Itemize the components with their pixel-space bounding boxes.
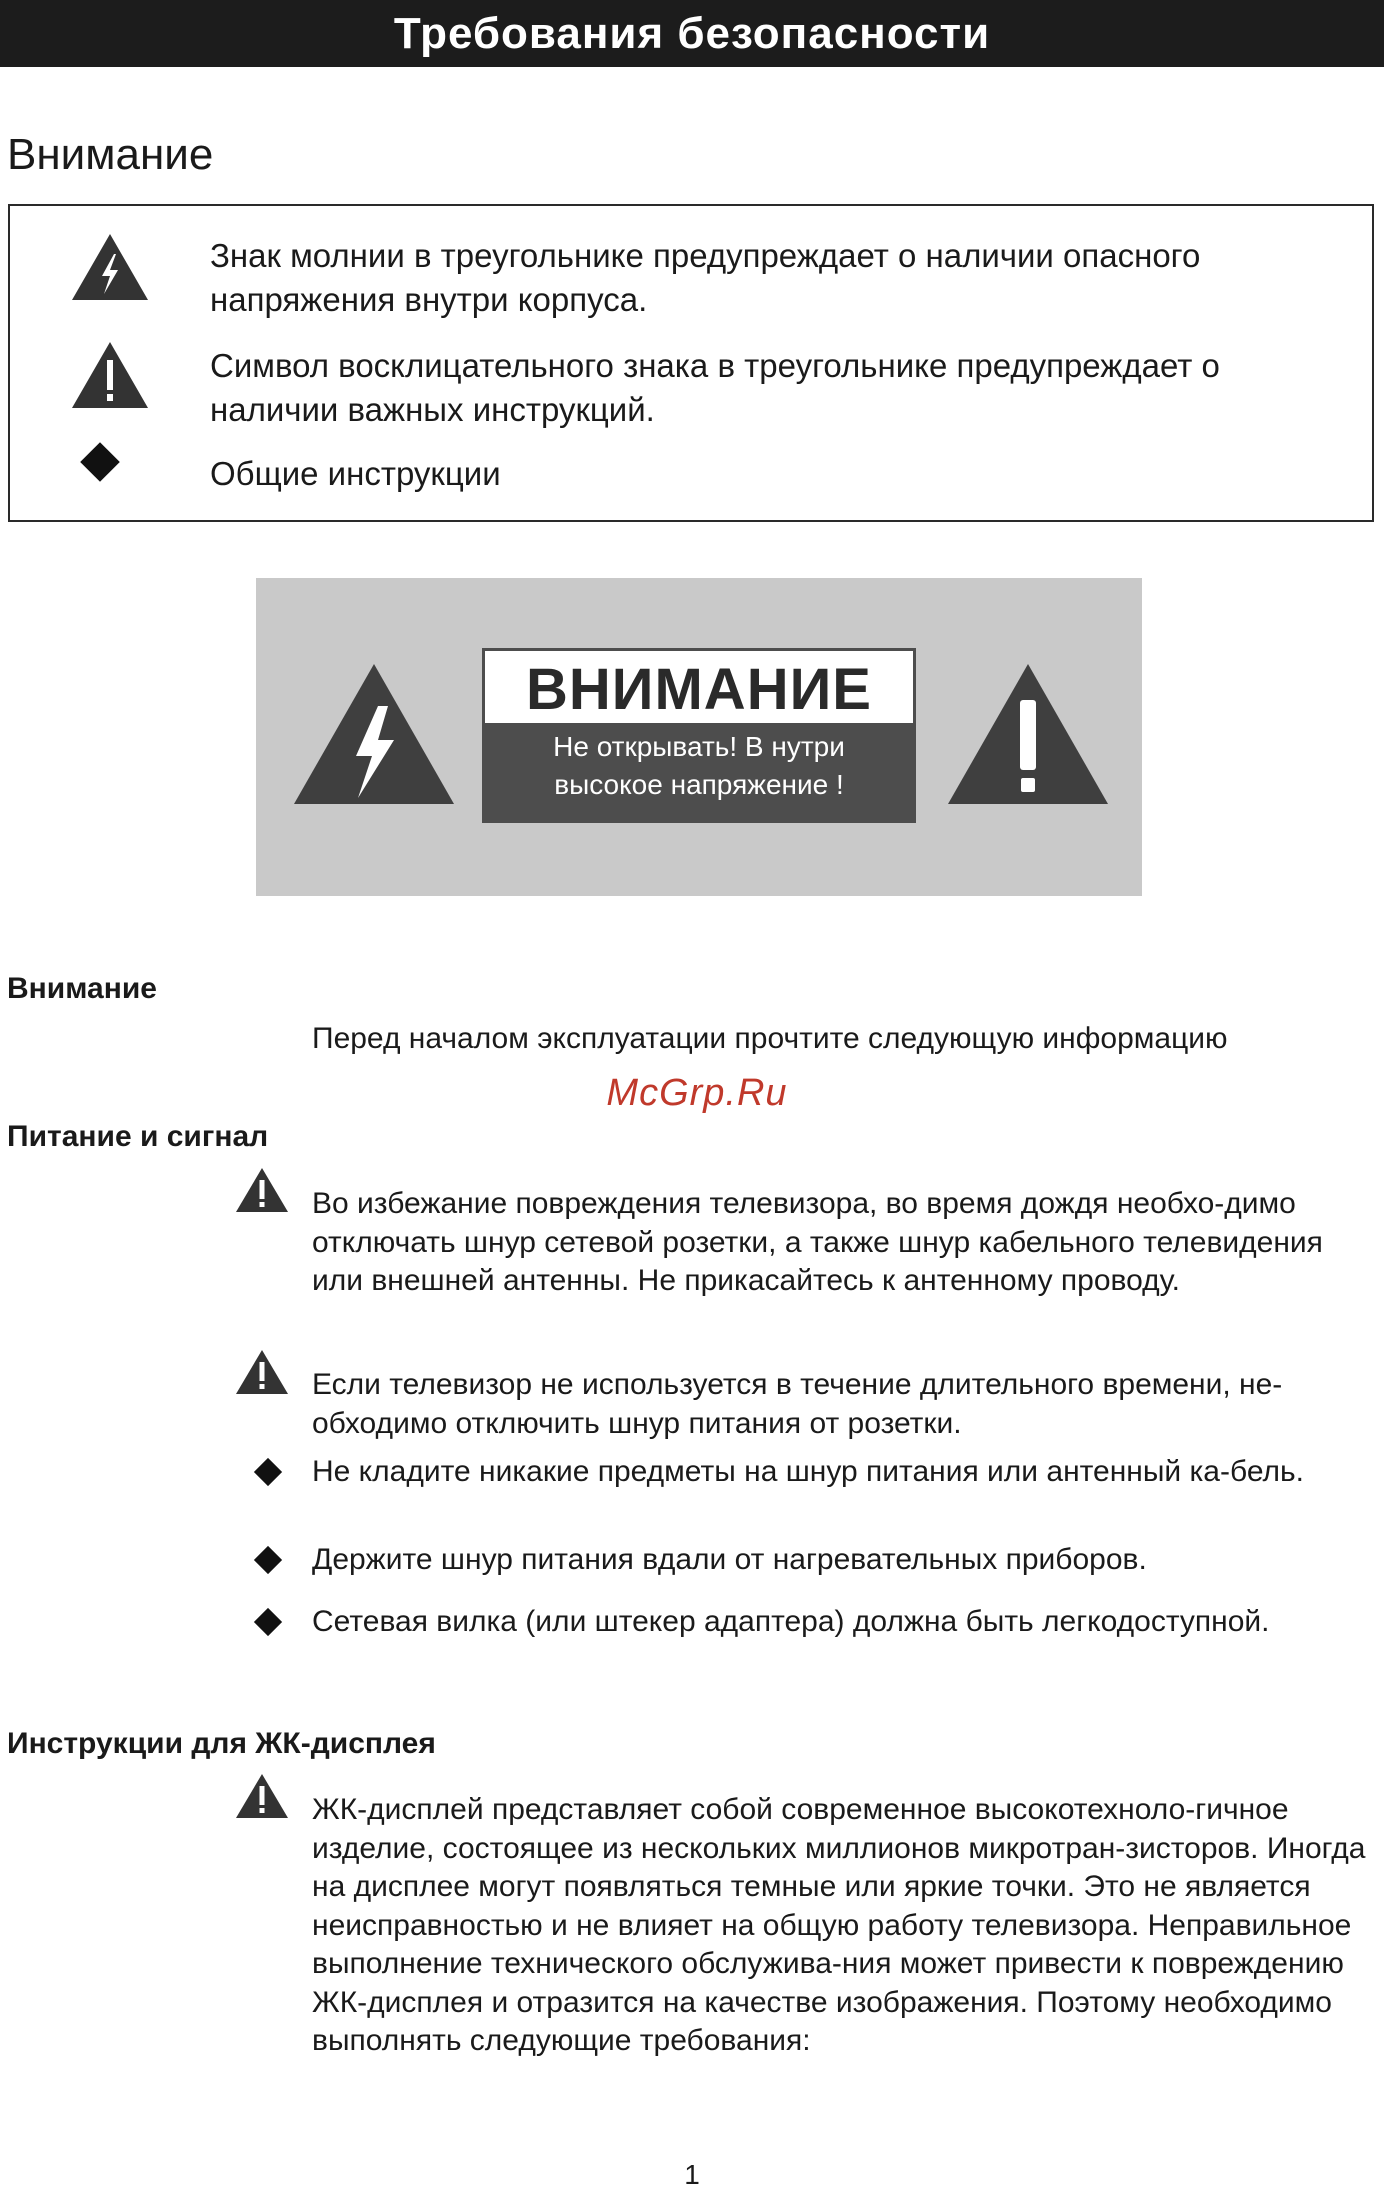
exclamation-triangle-icon [234,1348,290,1396]
diamond-bullet-icon [254,1546,282,1574]
section-title: Внимание [7,130,214,179]
legend-text-lightning: Знак молнии в треугольнике предупреждает о наличии опасного напряжения внутри корпуса. [210,237,1201,318]
banner-subtitle-line2: высокое напряжение ! [554,769,844,800]
page-number: 1 [684,2159,700,2190]
lightning-triangle-icon [70,232,150,302]
exclamation-triangle-icon [70,340,150,410]
banner-subtitle [485,728,913,804]
power-heading: Питание и сигнал [7,1120,269,1153]
legend-text-general: Общие инструкции [210,455,501,492]
watermark: McGrp.Ru [606,1072,788,1114]
legend-text-exclamation: Символ восклицательного знака в треугольнике предупреждает о наличии важных инструкций. [210,347,1220,428]
power-item-2: Если телевизор не используется в течение длительного времени, не-обходимо отключить шнур питания от розетки. [312,1368,1283,1440]
power-item-5: Сетевая вилка (или штекер адаптера) должна быть легкодоступной. [312,1605,1270,1638]
power-item-4: Держите шнур питания вдали от нагревательных приборов. [312,1543,1147,1576]
exclamation-triangle-icon [944,660,1112,808]
lightning-triangle-icon [290,660,458,808]
lcd-text: ЖК-дисплей представляет собой современное высокотехноло-гичное изделие, состоящее из нескольких миллионов микротран-зисторов. Иногда на дисплее могут появляться темные или яркие точки. Это не является неисправностью и не влияет на общую работу телевизора. Неправильное выполнение технического обслужива-ния может привести к повреждению ЖК-дисплея и отразится на качестве изображения. Поэтому необходимо выполнять следующие требования: [312,1793,1366,2057]
banner-title: ВНИМАНИЕ [485,651,913,723]
exclamation-triangle-icon [234,1166,290,1214]
diamond-bullet-icon [254,1608,282,1636]
lcd-heading: Инструкции для ЖК-дисплея [7,1727,436,1760]
page-header: Требования безопасности [0,0,1384,67]
banner-subtitle-line1: Не открывать! В нутри [553,731,845,762]
exclamation-triangle-icon [234,1772,290,1820]
power-item-1: Во избежание повреждения телевизора, во время дождя необхо-димо отключать шнур сетевой розетки, а также шнур кабельного телевидения или внешней антенны. Не прикасайтесь к антенному проводу. [312,1187,1323,1297]
caution-text: Перед началом эксплуатации прочтите следующую информацию [312,1022,1228,1055]
power-item-3: Не кладите никакие предметы на шнур питания или антенный ка-бель. [312,1455,1304,1488]
caution-heading: Внимание [7,972,157,1005]
diamond-bullet-icon [254,1458,282,1486]
